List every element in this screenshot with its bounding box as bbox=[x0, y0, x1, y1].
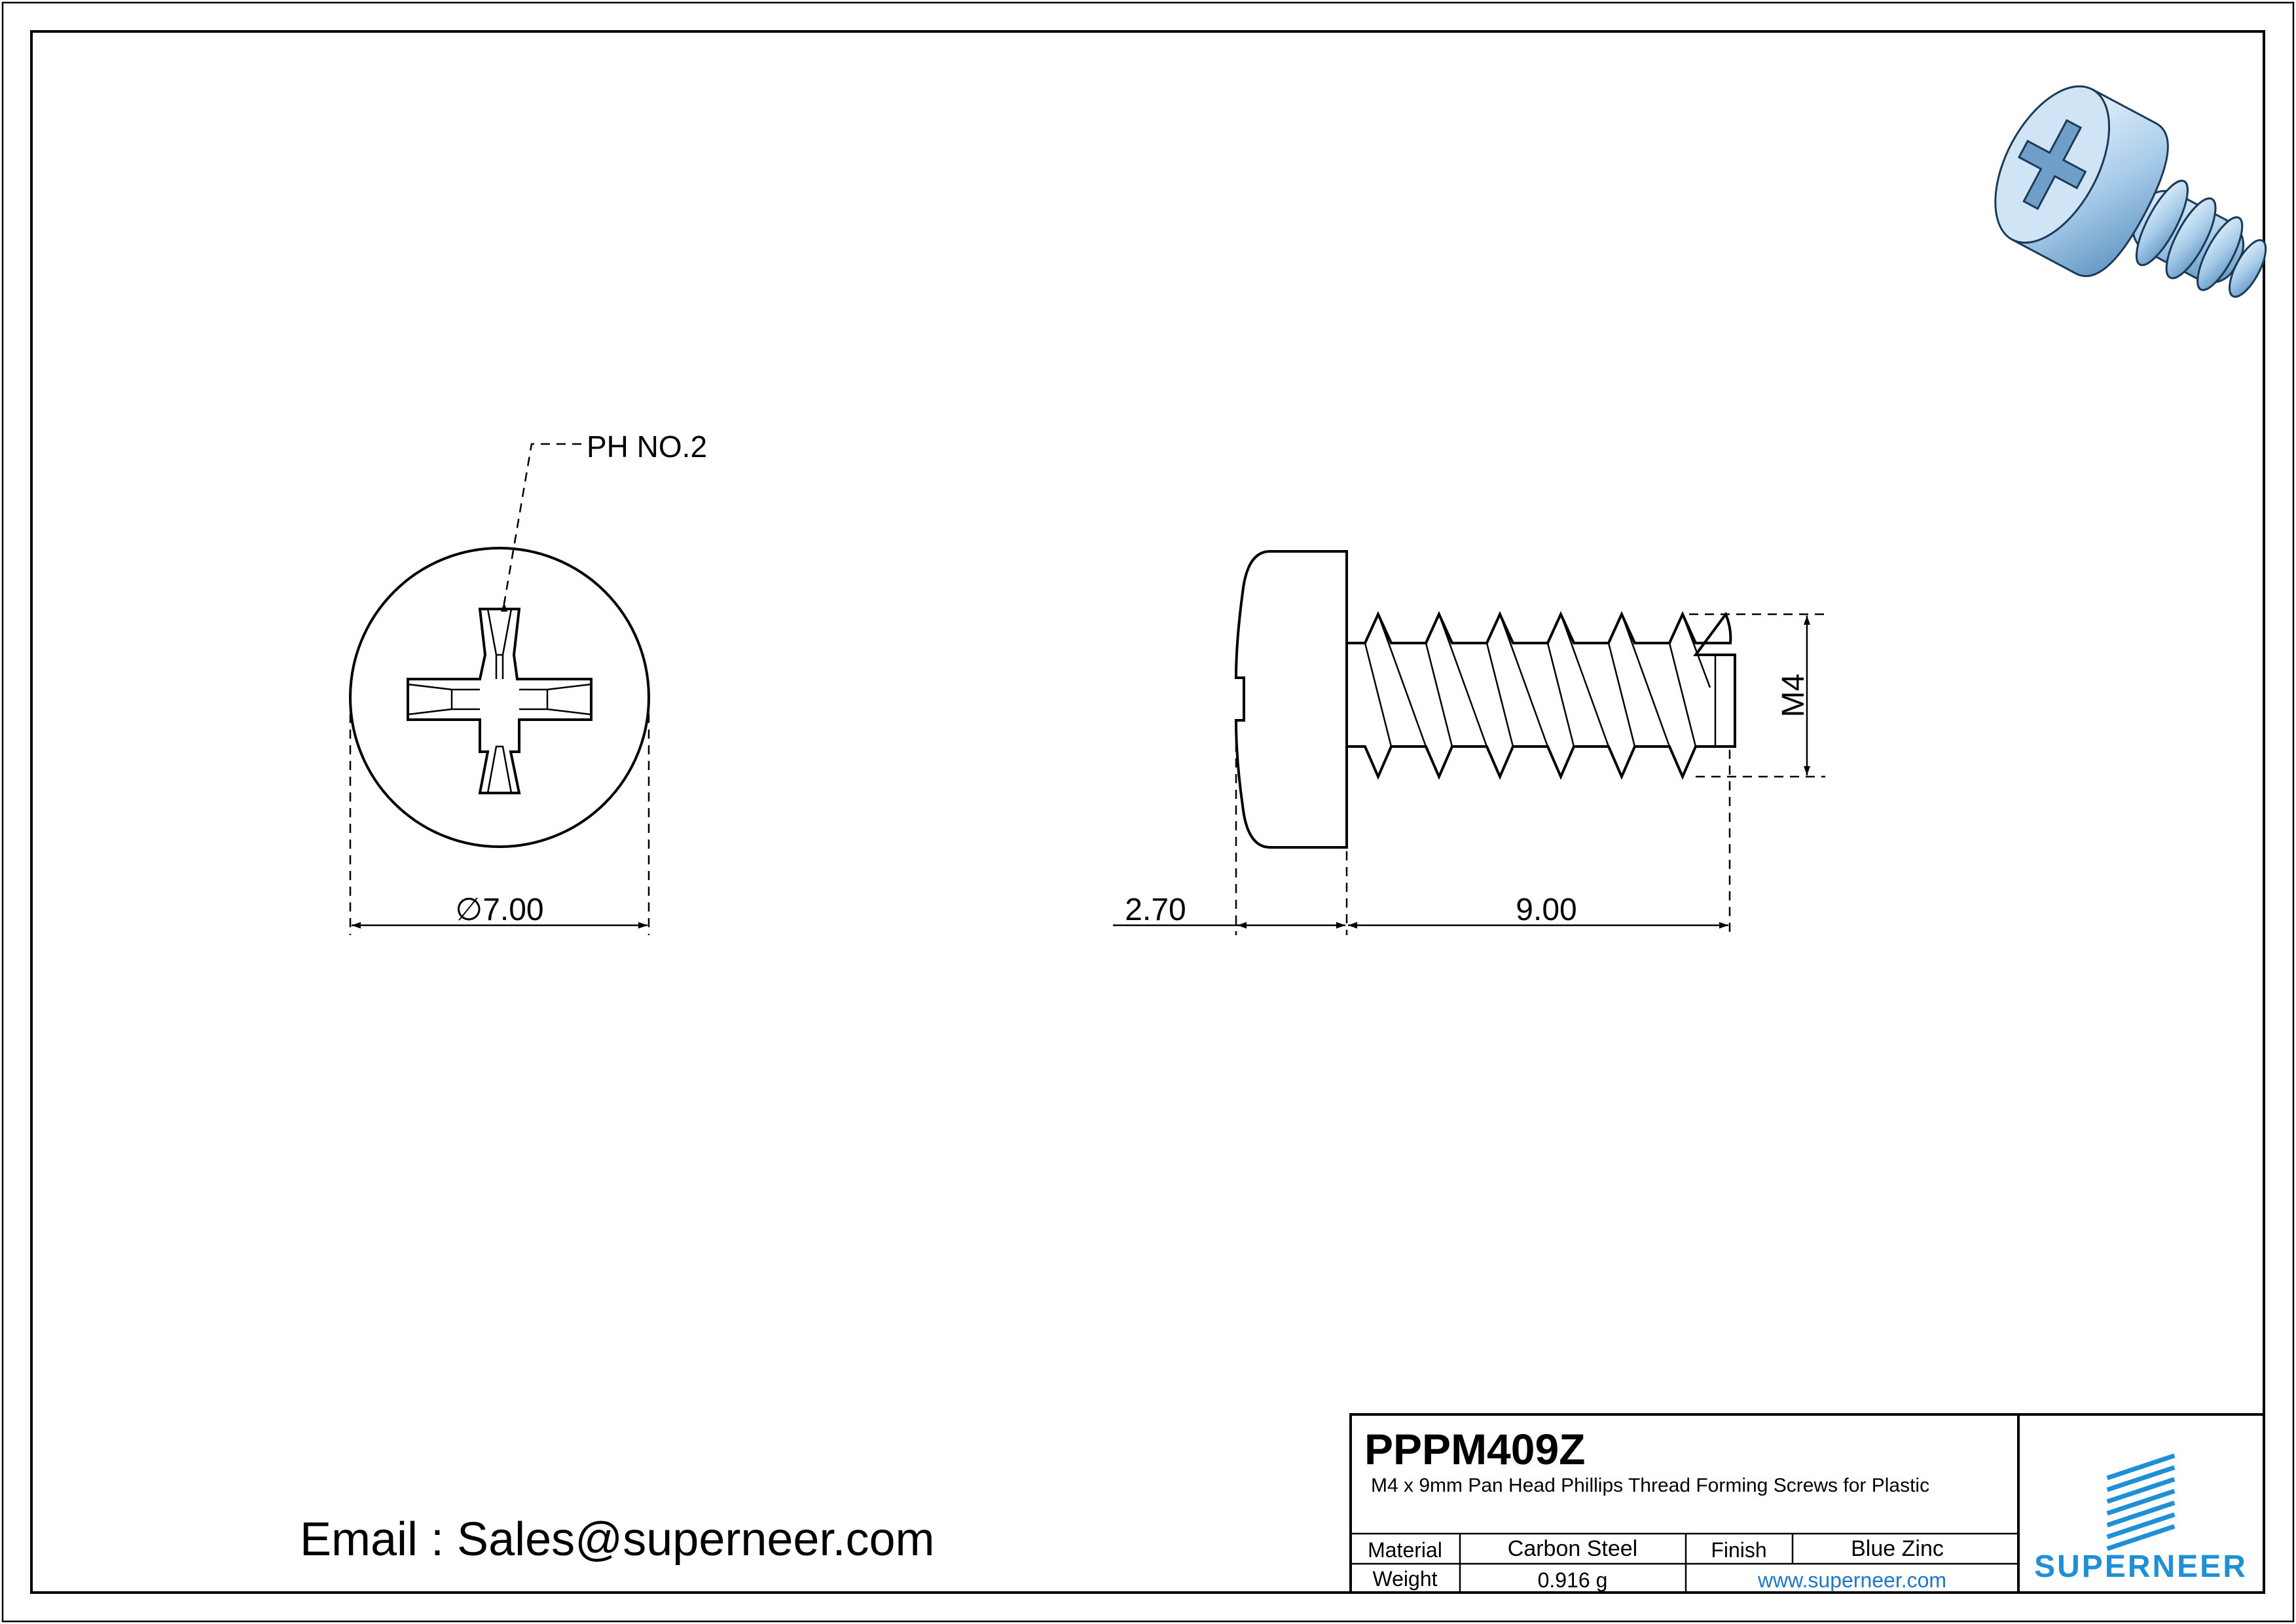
top-view bbox=[350, 430, 707, 935]
material-label: Material bbox=[1368, 1538, 1442, 1562]
head-height-label: 2.70 bbox=[1125, 893, 1186, 927]
length-label: 9.00 bbox=[1516, 893, 1577, 927]
thread-helix-lines bbox=[1365, 614, 1715, 747]
finish-value: Blue Zinc bbox=[1851, 1536, 1944, 1561]
contact-email: Email : Sales@superneer.com bbox=[300, 1513, 935, 1566]
thread-profile bbox=[1347, 614, 1735, 777]
diameter-label: ∅7.00 bbox=[455, 893, 544, 927]
finish-label: Finish bbox=[1711, 1538, 1767, 1562]
website-link[interactable]: www.superneer.com bbox=[1757, 1568, 1947, 1592]
outer-border bbox=[3, 3, 2293, 1621]
head-outline-circle bbox=[350, 548, 649, 847]
thread-size-label: M4 bbox=[1776, 673, 1811, 718]
part-number: PPPM409Z bbox=[1364, 1425, 1586, 1473]
callout-leader bbox=[504, 444, 581, 604]
brand-logo-icon bbox=[2109, 1456, 2172, 1548]
side-view bbox=[1113, 551, 1825, 935]
inner-border bbox=[31, 31, 2264, 1593]
material-value: Carbon Steel bbox=[1507, 1536, 1638, 1561]
phillips-recess bbox=[408, 609, 591, 793]
title-block bbox=[1351, 1414, 2264, 1593]
part-description: M4 x 9mm Pan Head Phillips Thread Forming Screws for Plastic bbox=[1371, 1475, 1930, 1496]
weight-label: Weight bbox=[1372, 1567, 1438, 1591]
phillips-recess-inner bbox=[408, 609, 591, 793]
callout-label: PH NO.2 bbox=[587, 430, 708, 464]
screw-head-profile bbox=[1236, 551, 1347, 847]
brand-name: SUPERNEER bbox=[2034, 1549, 2248, 1584]
weight-value: 0.916 g bbox=[1537, 1568, 1608, 1592]
screw-isometric-image bbox=[1972, 68, 2296, 350]
